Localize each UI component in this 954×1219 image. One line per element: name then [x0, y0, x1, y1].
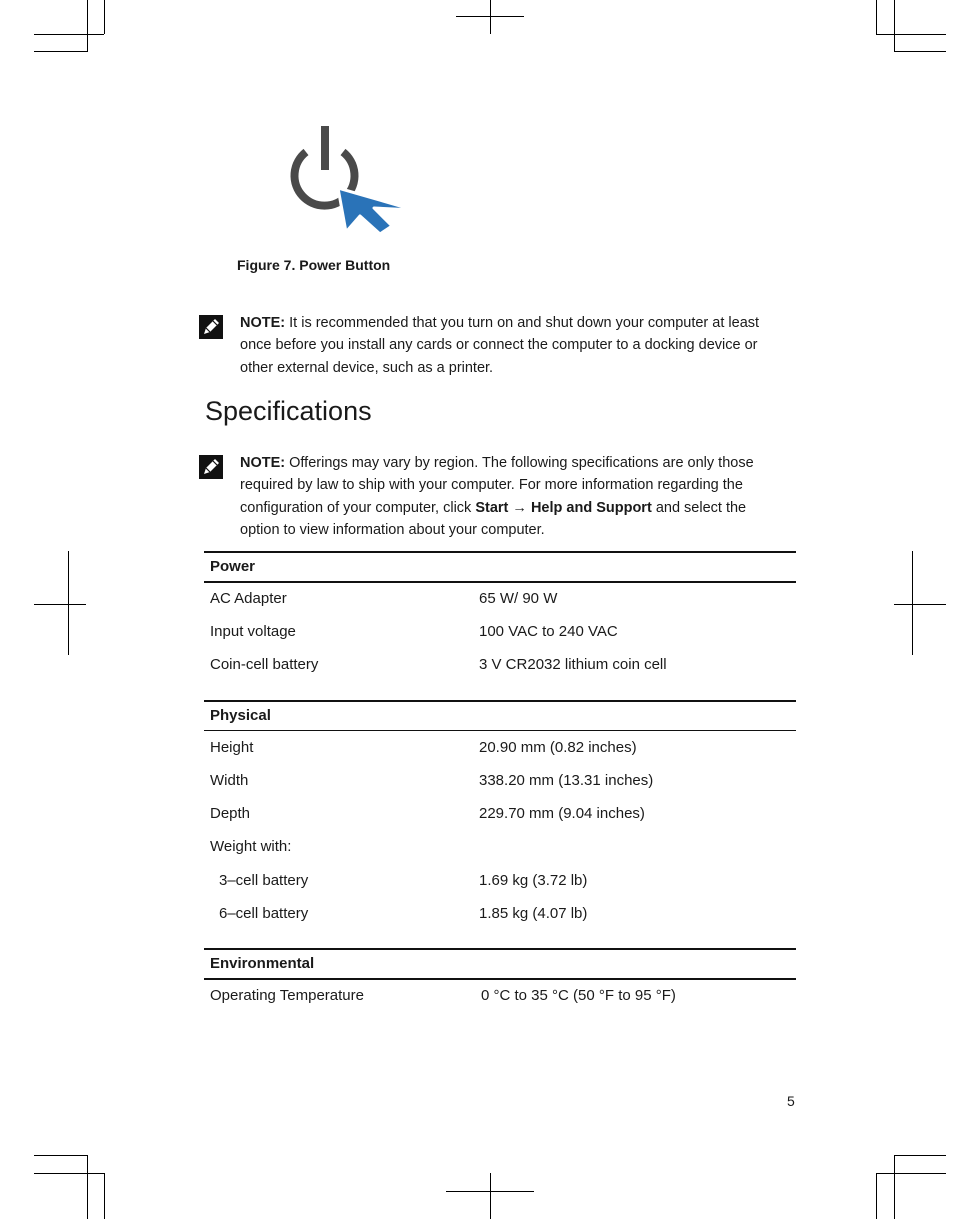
arrow-glyph: →: [508, 499, 531, 516]
spec-value: 338.20 mm (13.31 inches): [479, 772, 654, 789]
spec-value: 0 °C to 35 °C (50 °F to 95 °F): [481, 987, 676, 1004]
spec-label: Weight with:: [210, 838, 292, 855]
figure-caption: Figure 7. Power Button: [237, 257, 391, 273]
spec-label: 6–cell battery: [219, 905, 309, 922]
power-button-figure: [288, 122, 418, 238]
cursor-arrow-icon: [338, 188, 414, 234]
spec-value: 3 V CR2032 lithium coin cell: [479, 656, 667, 673]
note-label: NOTE:: [240, 455, 286, 471]
note-pencil-icon: [198, 454, 224, 480]
note-text-b: and select the option to view information about your computer.: [240, 499, 747, 538]
physical-title: Physical: [210, 707, 271, 724]
power-title: Power: [210, 558, 256, 575]
spec-label: Width: [210, 772, 249, 789]
note-pencil-icon: [198, 314, 224, 340]
environmental-title: Environmental: [210, 955, 315, 972]
note-text: It is recommended that you turn on and shut down your computer at least once before you install any cards or connect the computer to a docking device or other external device, such as a printer.: [240, 315, 760, 376]
note-label: NOTE:: [240, 315, 286, 331]
spec-label: Height: [210, 739, 254, 756]
note-text-a: Offerings may vary by region. The following specifications are only those required by law to ship with your computer. For more information regarding the configuration of your computer, click: [240, 455, 754, 516]
spec-value: 229.70 mm (9.04 inches): [479, 805, 645, 822]
spec-label: Coin-cell battery: [210, 656, 319, 673]
start-menu-ref: Start: [475, 499, 509, 516]
spec-label: Depth: [210, 805, 251, 822]
spec-label: AC Adapter: [210, 590, 287, 607]
spec-value: 65 W/ 90 W: [479, 590, 558, 607]
spec-value: 1.69 kg (3.72 lb): [479, 872, 588, 889]
spec-label: 3–cell battery: [219, 872, 309, 889]
spec-value: 100 VAC to 240 VAC: [479, 623, 618, 640]
section-heading: Specifications: [205, 396, 372, 426]
spec-value: 1.85 kg (4.07 lb): [479, 905, 588, 922]
spec-label: Input voltage: [210, 623, 296, 640]
spec-value: 20.90 mm (0.82 inches): [479, 739, 637, 756]
spec-label: Operating Temperature: [210, 987, 364, 1004]
help-support-ref: Help and Support: [530, 499, 652, 516]
page-number: 5: [787, 1093, 795, 1109]
